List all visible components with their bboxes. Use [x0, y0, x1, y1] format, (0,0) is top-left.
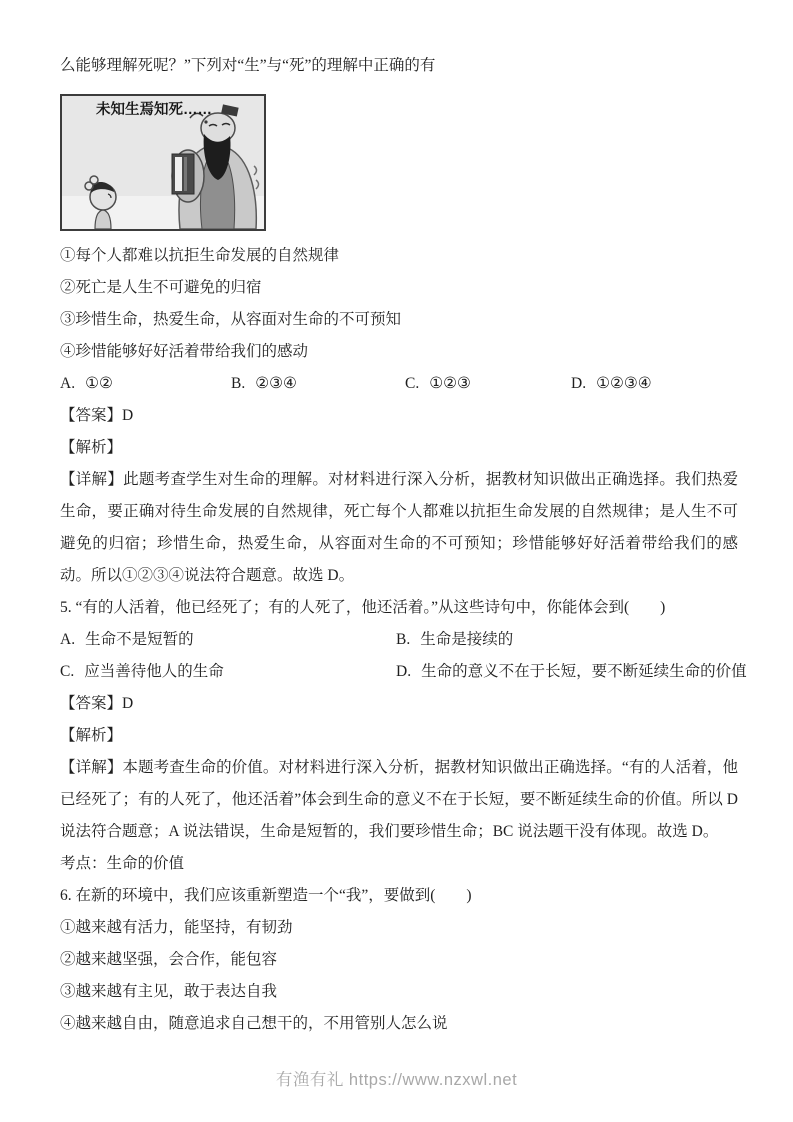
cartoon-caption: 未知生焉知死…… [96, 102, 212, 118]
q6-question-line: 6. 在新的环境中，我们应该重新塑造一个“我”，要做到( ) [60, 887, 472, 904]
q5-option-a: A. 生命不是短暂的 [60, 631, 194, 648]
q5-options-row-ab [60, 624, 738, 656]
thought-dot [204, 120, 207, 123]
q5-option-d: D. 生命的意义不在于长短，要不断延续生命的价值 [396, 663, 747, 680]
q5-focus-line: 考点：生命的价值 [60, 855, 185, 872]
cartoon-illustration [62, 96, 264, 229]
q6-item-1: ①越来越有活力，能坚持，有韧劲 [60, 919, 293, 936]
q6-item-4: ④越来越自由，随意追求自己想干的，不用管别人怎么说 [60, 1015, 448, 1032]
q4-options-row [60, 368, 738, 400]
q4-item-2: ②死亡是人生不可避免的归宿 [60, 279, 262, 296]
q5-detail-paragraph: 【详解】本题考查生命的价值。对材料进行深入分析，据教材知识做出正确选择。“有的人活着，他已经死了；有的人死了，他还活着”体会到生命的意义不在于长短，要不断延续生命的价值。所以 D 说法符合题意；A 说法错误，生命是短暂的，我们要珍惜生命；BC 说法题干没有体现。故选 D。 [60, 759, 738, 840]
q4-analysis-label: 【解析】 [60, 439, 123, 456]
confucius-cartoon-image [60, 94, 266, 231]
q4-answer-line: 【答案】D [60, 407, 134, 424]
q4-option-c: C. ①②③ [405, 375, 471, 392]
q4-option-d: D. ①②③④ [571, 375, 652, 392]
q4-detail-paragraph: 【详解】此题考查学生对生命的理解。对材料进行深入分析，据教材知识做出正确选择。我们热爱生命，要正确对待生命发展的自然规律，死亡每个人都难以抗拒生命发展的自然规律；是人生不可避免的归宿；珍惜生命，热爱生命，从容面对生命的不可预知；珍惜能够好好活着带给我们的感动。所以①②③④说法符合题意。故选 D。 [60, 471, 738, 584]
q5-analysis-label: 【解析】 [60, 727, 123, 744]
q4-item-3: ③珍惜生命，热爱生命，从容面对生命的不可预知 [60, 311, 402, 328]
q5-option-b: B. 生命是接续的 [396, 631, 514, 648]
q6-item-2: ②越来越坚强，会合作，能包容 [60, 951, 278, 968]
q4-item-4: ④珍惜能够好好活着带给我们的感动 [60, 343, 309, 360]
q4-item-1: ①每个人都难以抗拒生命发展的自然规律 [60, 247, 340, 264]
q5-option-c: C. 应当善待他人的生命 [60, 663, 224, 680]
q4-option-a: A. ①② [60, 375, 113, 392]
question4-intro-line: 么能够理解死呢？”下列对“生”与“死”的理解中正确的有 [60, 57, 436, 74]
q5-question-line: 5. “有的人活着，他已经死了；有的人死了，他还活着。”从这些诗句中，你能体会到( ) [60, 599, 666, 616]
q5-answer-line: 【答案】D [60, 695, 134, 712]
document-content [60, 50, 747, 1040]
q6-item-3: ③越来越有主见，敢于表达自我 [60, 983, 278, 1000]
site-watermark-footer: 有渔有礼 https://www.nzxwl.net [275, 1071, 518, 1089]
confucius-book [172, 154, 194, 194]
q4-option-b: B. ②③④ [231, 375, 297, 392]
q5-options-row-cd [60, 656, 747, 688]
